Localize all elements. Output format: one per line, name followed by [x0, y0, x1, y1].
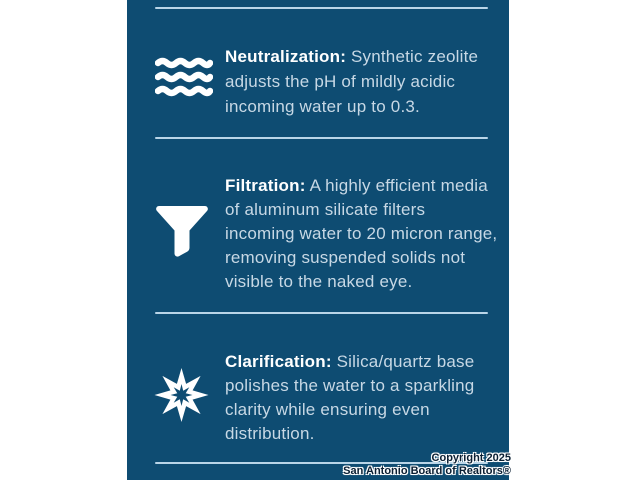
section-text-line [225, 44, 478, 69]
divider-2 [155, 312, 488, 314]
section-text [225, 44, 478, 119]
section-text-line [225, 174, 497, 198]
copyright-line2: San Antonio Board of Realtors® [343, 465, 511, 477]
divider-1 [155, 137, 488, 139]
waves-icon [155, 56, 213, 100]
section-text-line: of aluminum silicate filters [225, 200, 426, 219]
section-title-rest: A highly efficient media [305, 176, 488, 195]
section-text-line: incoming water up to 0.3. [225, 97, 420, 116]
section-title: Neutralization: [225, 47, 347, 66]
section-title: Filtration: [225, 176, 306, 195]
copyright-stamp [343, 452, 511, 478]
section-title-rest: Synthetic zeolite [346, 47, 479, 66]
section-text-line: clarity while ensuring even [225, 400, 430, 419]
section-text-line: polishes the water to a sparkling [225, 376, 475, 395]
section-text [225, 350, 474, 446]
content-panel [127, 0, 509, 480]
section-text-line: adjusts the pH of mildly acidic [225, 72, 456, 91]
section-text-line: distribution. [225, 424, 315, 443]
copyright-line1: Copyright 2025 [431, 452, 511, 464]
section-text-line [225, 350, 474, 374]
funnel-icon [154, 203, 210, 258]
divider-top [155, 7, 488, 9]
section-title-rest: Silica/quartz base [331, 352, 475, 371]
starburst-icon [154, 366, 210, 424]
section-text-line: visible to the naked eye. [225, 272, 413, 291]
section-text-line: removing suspended solids not [225, 248, 466, 267]
section-title: Clarification: [225, 352, 332, 371]
section-text [225, 174, 497, 294]
section-text-line: incoming water to 20 micron range, [225, 224, 498, 243]
